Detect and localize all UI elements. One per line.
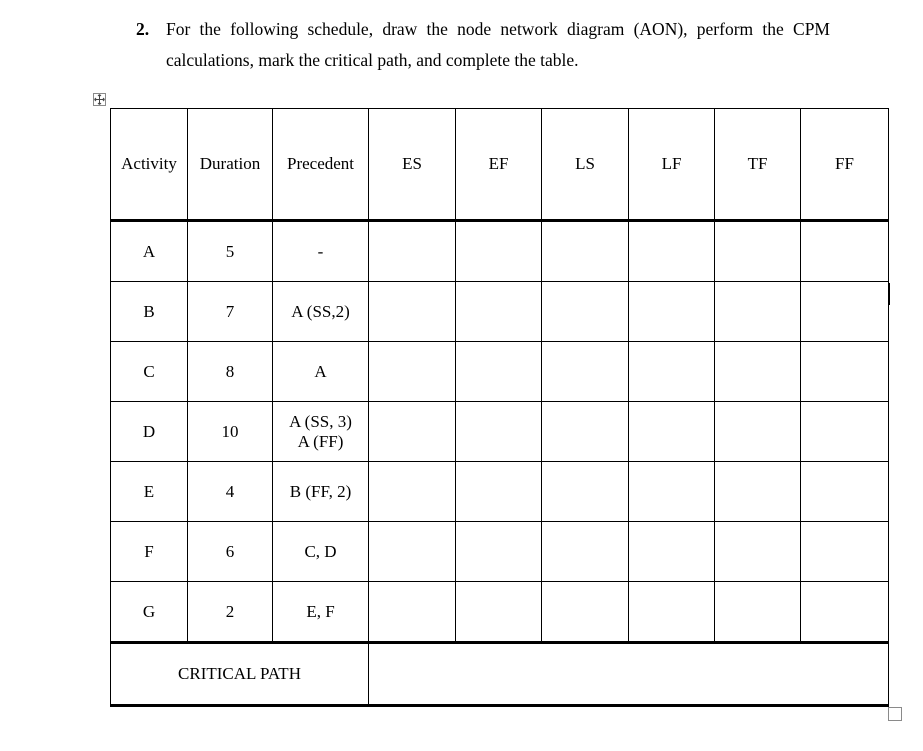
question-word: the <box>199 19 221 39</box>
es-cell[interactable] <box>369 342 456 402</box>
question-word: the <box>762 19 784 39</box>
duration-cell[interactable]: 7 <box>188 282 273 342</box>
table-row <box>111 221 889 282</box>
question-word: following <box>230 19 299 39</box>
duration-cell[interactable]: 6 <box>188 522 273 582</box>
question-word: perform <box>696 19 754 39</box>
tf-cell[interactable] <box>715 462 801 522</box>
question-word: network <box>500 19 558 39</box>
question-word: (AON), <box>633 19 688 39</box>
tf-cell[interactable] <box>715 582 801 643</box>
es-cell[interactable] <box>369 582 456 643</box>
question-line-2: calculations, mark the critical path, and complete the table. <box>166 50 579 70</box>
critical-path-label: CRITICAL PATH <box>111 643 369 706</box>
activity-cell[interactable]: B <box>111 282 188 342</box>
ls-cell[interactable] <box>542 282 629 342</box>
duration-cell[interactable]: 10 <box>188 402 273 462</box>
table-resize-icon[interactable] <box>888 707 902 721</box>
ff-cell[interactable] <box>801 402 889 462</box>
header-ef[interactable]: EF <box>456 109 542 221</box>
lf-cell[interactable] <box>629 522 715 582</box>
header-ff[interactable]: FF <box>801 109 889 221</box>
duration-cell[interactable]: 8 <box>188 342 273 402</box>
question-word: For <box>166 19 191 39</box>
es-cell[interactable] <box>369 282 456 342</box>
question-word: diagram <box>567 19 625 39</box>
header-row <box>111 109 889 221</box>
activity-cell[interactable]: E <box>111 462 188 522</box>
ef-cell[interactable] <box>456 342 542 402</box>
es-cell[interactable] <box>369 522 456 582</box>
question-word: draw <box>382 19 418 39</box>
ef-cell[interactable] <box>456 282 542 342</box>
lf-cell[interactable] <box>629 582 715 643</box>
tf-cell[interactable] <box>715 221 801 282</box>
precedent-cell[interactable]: A (SS,2) <box>273 282 369 342</box>
es-cell[interactable] <box>369 462 456 522</box>
precedent-cell[interactable]: B (FF, 2) <box>273 462 369 522</box>
precedent-cell[interactable]: A <box>273 342 369 402</box>
ls-cell[interactable] <box>542 582 629 643</box>
duration-cell[interactable]: 5 <box>188 221 273 282</box>
duration-cell[interactable]: 2 <box>188 582 273 643</box>
ls-cell[interactable] <box>542 522 629 582</box>
ff-cell[interactable] <box>801 342 889 402</box>
ff-cell[interactable] <box>801 522 889 582</box>
precedent-cell[interactable]: C, D <box>273 522 369 582</box>
table-move-icon[interactable] <box>93 93 106 106</box>
ef-cell[interactable] <box>456 402 542 462</box>
precedent-cell[interactable] <box>273 402 369 462</box>
tf-cell[interactable] <box>715 402 801 462</box>
tf-cell[interactable] <box>715 342 801 402</box>
header-ls[interactable]: LS <box>542 109 629 221</box>
critical-path-row <box>111 643 889 706</box>
ls-cell[interactable] <box>542 462 629 522</box>
ff-cell[interactable] <box>801 221 889 282</box>
ff-cell[interactable] <box>801 282 889 342</box>
ff-cell[interactable] <box>801 582 889 643</box>
critical-path-answer[interactable] <box>369 643 889 706</box>
activity-cell[interactable]: G <box>111 582 188 643</box>
tf-cell[interactable] <box>715 282 801 342</box>
precedent-cell[interactable]: - <box>273 221 369 282</box>
ef-cell[interactable] <box>456 582 542 643</box>
header-lf[interactable]: LF <box>629 109 715 221</box>
header-activity[interactable]: Activity <box>111 109 188 221</box>
table-row <box>111 522 889 582</box>
activity-cell[interactable]: F <box>111 522 188 582</box>
ff-cell[interactable] <box>801 462 889 522</box>
precedent-line: A (FF) <box>297 431 344 451</box>
es-cell[interactable] <box>369 402 456 462</box>
ef-cell[interactable] <box>456 221 542 282</box>
ls-cell[interactable] <box>542 342 629 402</box>
es-cell[interactable] <box>369 221 456 282</box>
lf-cell[interactable] <box>629 221 715 282</box>
ef-cell[interactable] <box>456 522 542 582</box>
header-precedent[interactable]: Precedent <box>273 109 369 221</box>
question-word: schedule, <box>307 19 374 39</box>
header-es[interactable]: ES <box>369 109 456 221</box>
table-row <box>111 402 889 462</box>
question-word: node <box>457 19 492 39</box>
ls-cell[interactable] <box>542 402 629 462</box>
ef-cell[interactable] <box>456 462 542 522</box>
ls-cell[interactable] <box>542 221 629 282</box>
activity-cell[interactable]: C <box>111 342 188 402</box>
question-line-1 <box>166 14 830 45</box>
lf-cell[interactable] <box>629 402 715 462</box>
table-row <box>111 282 889 342</box>
duration-cell[interactable]: 4 <box>188 462 273 522</box>
header-tf[interactable]: TF <box>715 109 801 221</box>
activity-cell[interactable]: A <box>111 221 188 282</box>
table-row <box>111 462 889 522</box>
precedent-line: A (SS, 3) <box>289 411 352 431</box>
tf-cell[interactable] <box>715 522 801 582</box>
question-word: the <box>426 19 448 39</box>
table-row <box>111 582 889 643</box>
question-word: CPM <box>793 19 830 39</box>
activity-cell[interactable]: D <box>111 402 188 462</box>
schedule-table <box>110 108 889 707</box>
lf-cell[interactable] <box>629 342 715 402</box>
lf-cell[interactable] <box>629 462 715 522</box>
lf-cell[interactable] <box>629 282 715 342</box>
table-row <box>111 342 889 402</box>
precedent-cell[interactable]: E, F <box>273 582 369 643</box>
question-number: 2. <box>136 19 150 39</box>
header-duration[interactable]: Duration <box>188 109 273 221</box>
